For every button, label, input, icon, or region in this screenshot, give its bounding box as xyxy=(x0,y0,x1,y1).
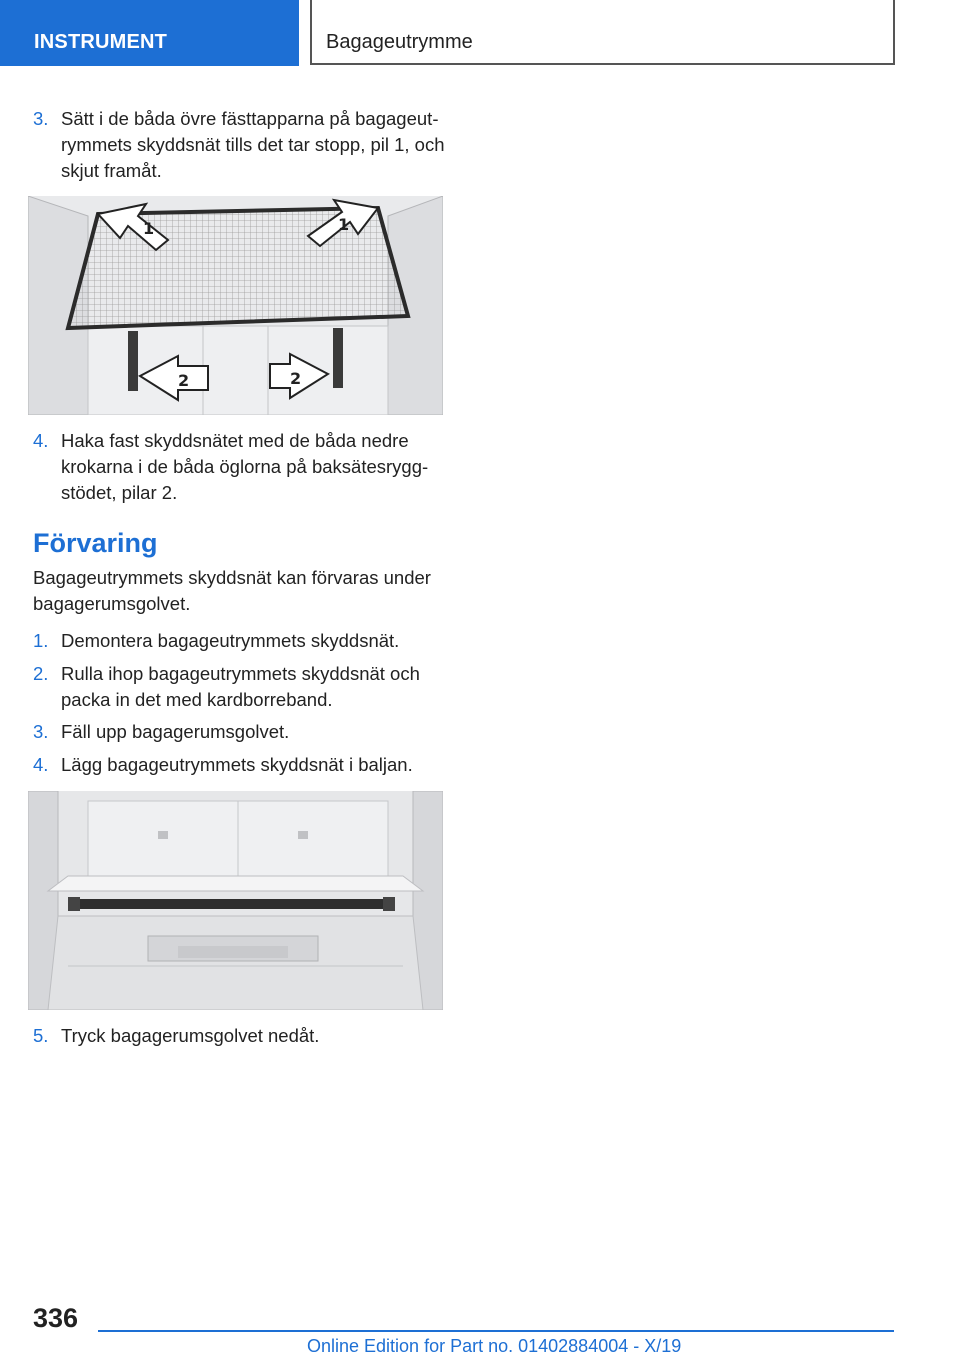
arrow-label-1-left: 1 xyxy=(143,219,155,238)
page-number: 336 xyxy=(33,1303,79,1333)
net-mounting-drawing xyxy=(28,196,443,415)
step-number: 5. xyxy=(33,1025,49,1046)
arrow-label-2-right: 2 xyxy=(290,369,302,388)
net-mounting-illustration xyxy=(28,196,443,415)
step-text: Fäll upp bagagerumsgolvet. xyxy=(61,721,290,742)
step-number: 2. xyxy=(33,663,49,684)
chapter-title: Bagageutrymme xyxy=(310,0,895,65)
net-storage-drawing xyxy=(28,791,443,1010)
step-number: 1. xyxy=(33,630,49,651)
step-text: Tryck bagagerumsgolvet nedåt. xyxy=(61,1025,320,1046)
step-text: Demontera bagageutrymmets skyddsnät. xyxy=(61,630,400,651)
step-number: 3. xyxy=(33,108,49,129)
net-storage-illustration xyxy=(28,791,443,1010)
section-tab: INSTRUMENT xyxy=(0,0,299,66)
arrow-label-1-right: 1 xyxy=(338,215,350,234)
footer-rule xyxy=(98,1330,894,1332)
edition-note: Online Edition for Part no. 01402884004 - X/19 xyxy=(307,1336,682,1356)
section-intro: Bagageutrymmets skyddsnät kan förvaras under bagagerumsgolvet. xyxy=(33,567,431,614)
step-text: Rulla ihop bagageutrymmets skyddsnät och packa in det med kardborreband. xyxy=(61,663,420,710)
step-number: 4. xyxy=(33,754,49,775)
arrow-label-2-left: 2 xyxy=(178,371,190,390)
step-number: 4. xyxy=(33,430,49,451)
section-heading: Förvaring xyxy=(33,528,158,558)
step-text: Lägg bagageutrymmets skyddsnät i baljan. xyxy=(61,754,413,775)
step-text: Haka fast skyddsnätet med de båda nedre krokarna i de båda öglorna på baksätesryggstödet, pilar 2. xyxy=(61,430,429,503)
step-number: 3. xyxy=(33,721,49,742)
step-text: Sätt i de båda övre fästtapparna på bagageutrymmets skyddsnät tills det tar stopp, pil 1, och skjut framåt. xyxy=(61,108,445,181)
